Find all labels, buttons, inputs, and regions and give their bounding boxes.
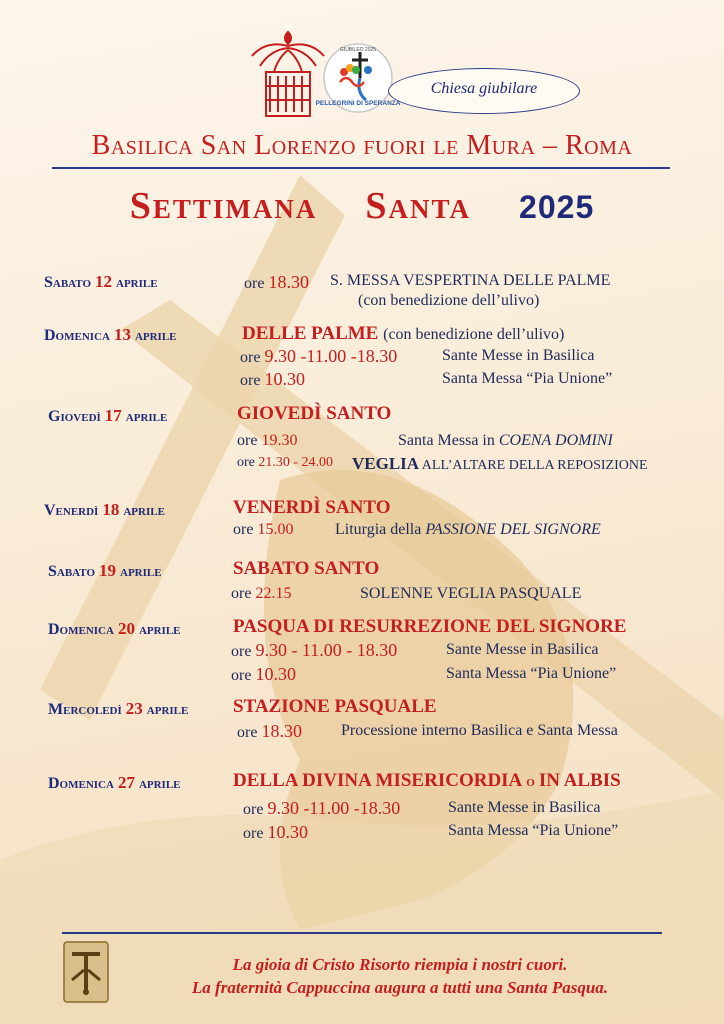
day-label: Giovedì 17 aprile [48,406,168,425]
event-title: GIOVEDÌ SANTO [237,403,392,424]
time-slot: ore 10.30 [231,664,296,684]
event-description: Santa Messa “Pia Unione” [446,665,617,682]
day-label: Domenica 20 aprile [48,619,181,638]
footer-line-1: La gioia di Cristo Risorto riempia i nostri cuori. [232,955,568,974]
event-description: Santa Messa “Pia Unione” [442,370,613,387]
time-slot: ore 9.30 - 11.00 - 18.30 [231,640,398,660]
event-description: Santa Messa “Pia Unione” [448,822,619,839]
time-slot: ore 18.30 [244,272,309,292]
franciscan-tau-emblem-icon [62,940,110,1004]
time-slot: ore 9.30 -11.00 -18.30 [240,346,398,366]
badge-label: Chiesa giubilare [430,80,538,97]
event-description: VEGLIA ALL’ALTARE DELLA REPOSIZIONE [352,454,648,473]
jubilee-2025-logo-icon [315,42,401,114]
day-label: Domenica 13 aprile [44,325,177,344]
jubilee-church-badge [388,68,580,114]
footer-line-2: La fraternità Cappuccina augura a tutti una Santa Pasqua. [191,978,609,997]
event-description: SOLENNE VEGLIA PASQUALE [360,585,582,602]
header-divider [52,167,670,169]
event-description: Sante Messe in Basilica [442,347,595,364]
event-title: DELLE PALME (con benedizione dell’ulivo) [242,323,565,344]
page-title [0,184,724,228]
event-title: VENERDÌ SANTO [233,497,391,518]
day-label: Venerdì 18 aprile [44,500,165,519]
time-slot: ore 10.30 [240,369,305,389]
time-slot: ore 15.00 [233,521,294,538]
event-title: PASQUA DI RESURREZIONE DEL SIGNORE [233,616,627,637]
day-label: Mercoledì 23 aprile [48,699,189,718]
event-title: STAZIONE PASQUALE [233,696,437,717]
logo-banner-text: PELLEGRINI DI SPERANZA [315,100,401,107]
day-label: Domenica 27 aprile [48,773,181,792]
time-slot: ore 19.30 [237,432,298,449]
event-title: DELLA DIVINA MISERICORDIA o IN ALBIS [233,770,621,791]
day-label: Sabato 12 aprile [44,272,158,291]
event-description: Processione interno Basilica e Santa Messa [341,722,618,739]
logo-ring-text: GIUBILEO 2025 [339,47,377,53]
title-year: 2025 [519,189,595,225]
event-note: (con benedizione dell’ulivo) [358,292,540,309]
day-label: Sabato 19 aprile [48,561,162,580]
event-description: Liturgia della PASSIONE DEL SIGNORE [335,521,601,538]
time-slot: ore 22.15 [231,585,292,602]
time-slot: ore 10.30 [243,822,308,842]
event-description: Sante Messe in Basilica [446,641,599,658]
time-slot: ore 18.30 [237,721,302,741]
footer-divider [62,932,662,934]
title-word-santa: Santa [365,185,472,227]
basilica-heading: Basilica San Lorenzo fuori le Mura – Roma [91,130,633,161]
time-slot: ore 9.30 -11.00 -18.30 [243,798,401,818]
event-description: S. MESSA VESPERTINA DELLE PALME [330,272,611,289]
title-word-settimana: Settimana [129,185,318,227]
event-title: SABATO SANTO [233,558,380,579]
time-slot: ore 21.30 - 24.00 [237,455,334,470]
event-description: Santa Messa in COENA DOMINI [398,432,613,449]
event-description: Sante Messe in Basilica [448,799,601,816]
